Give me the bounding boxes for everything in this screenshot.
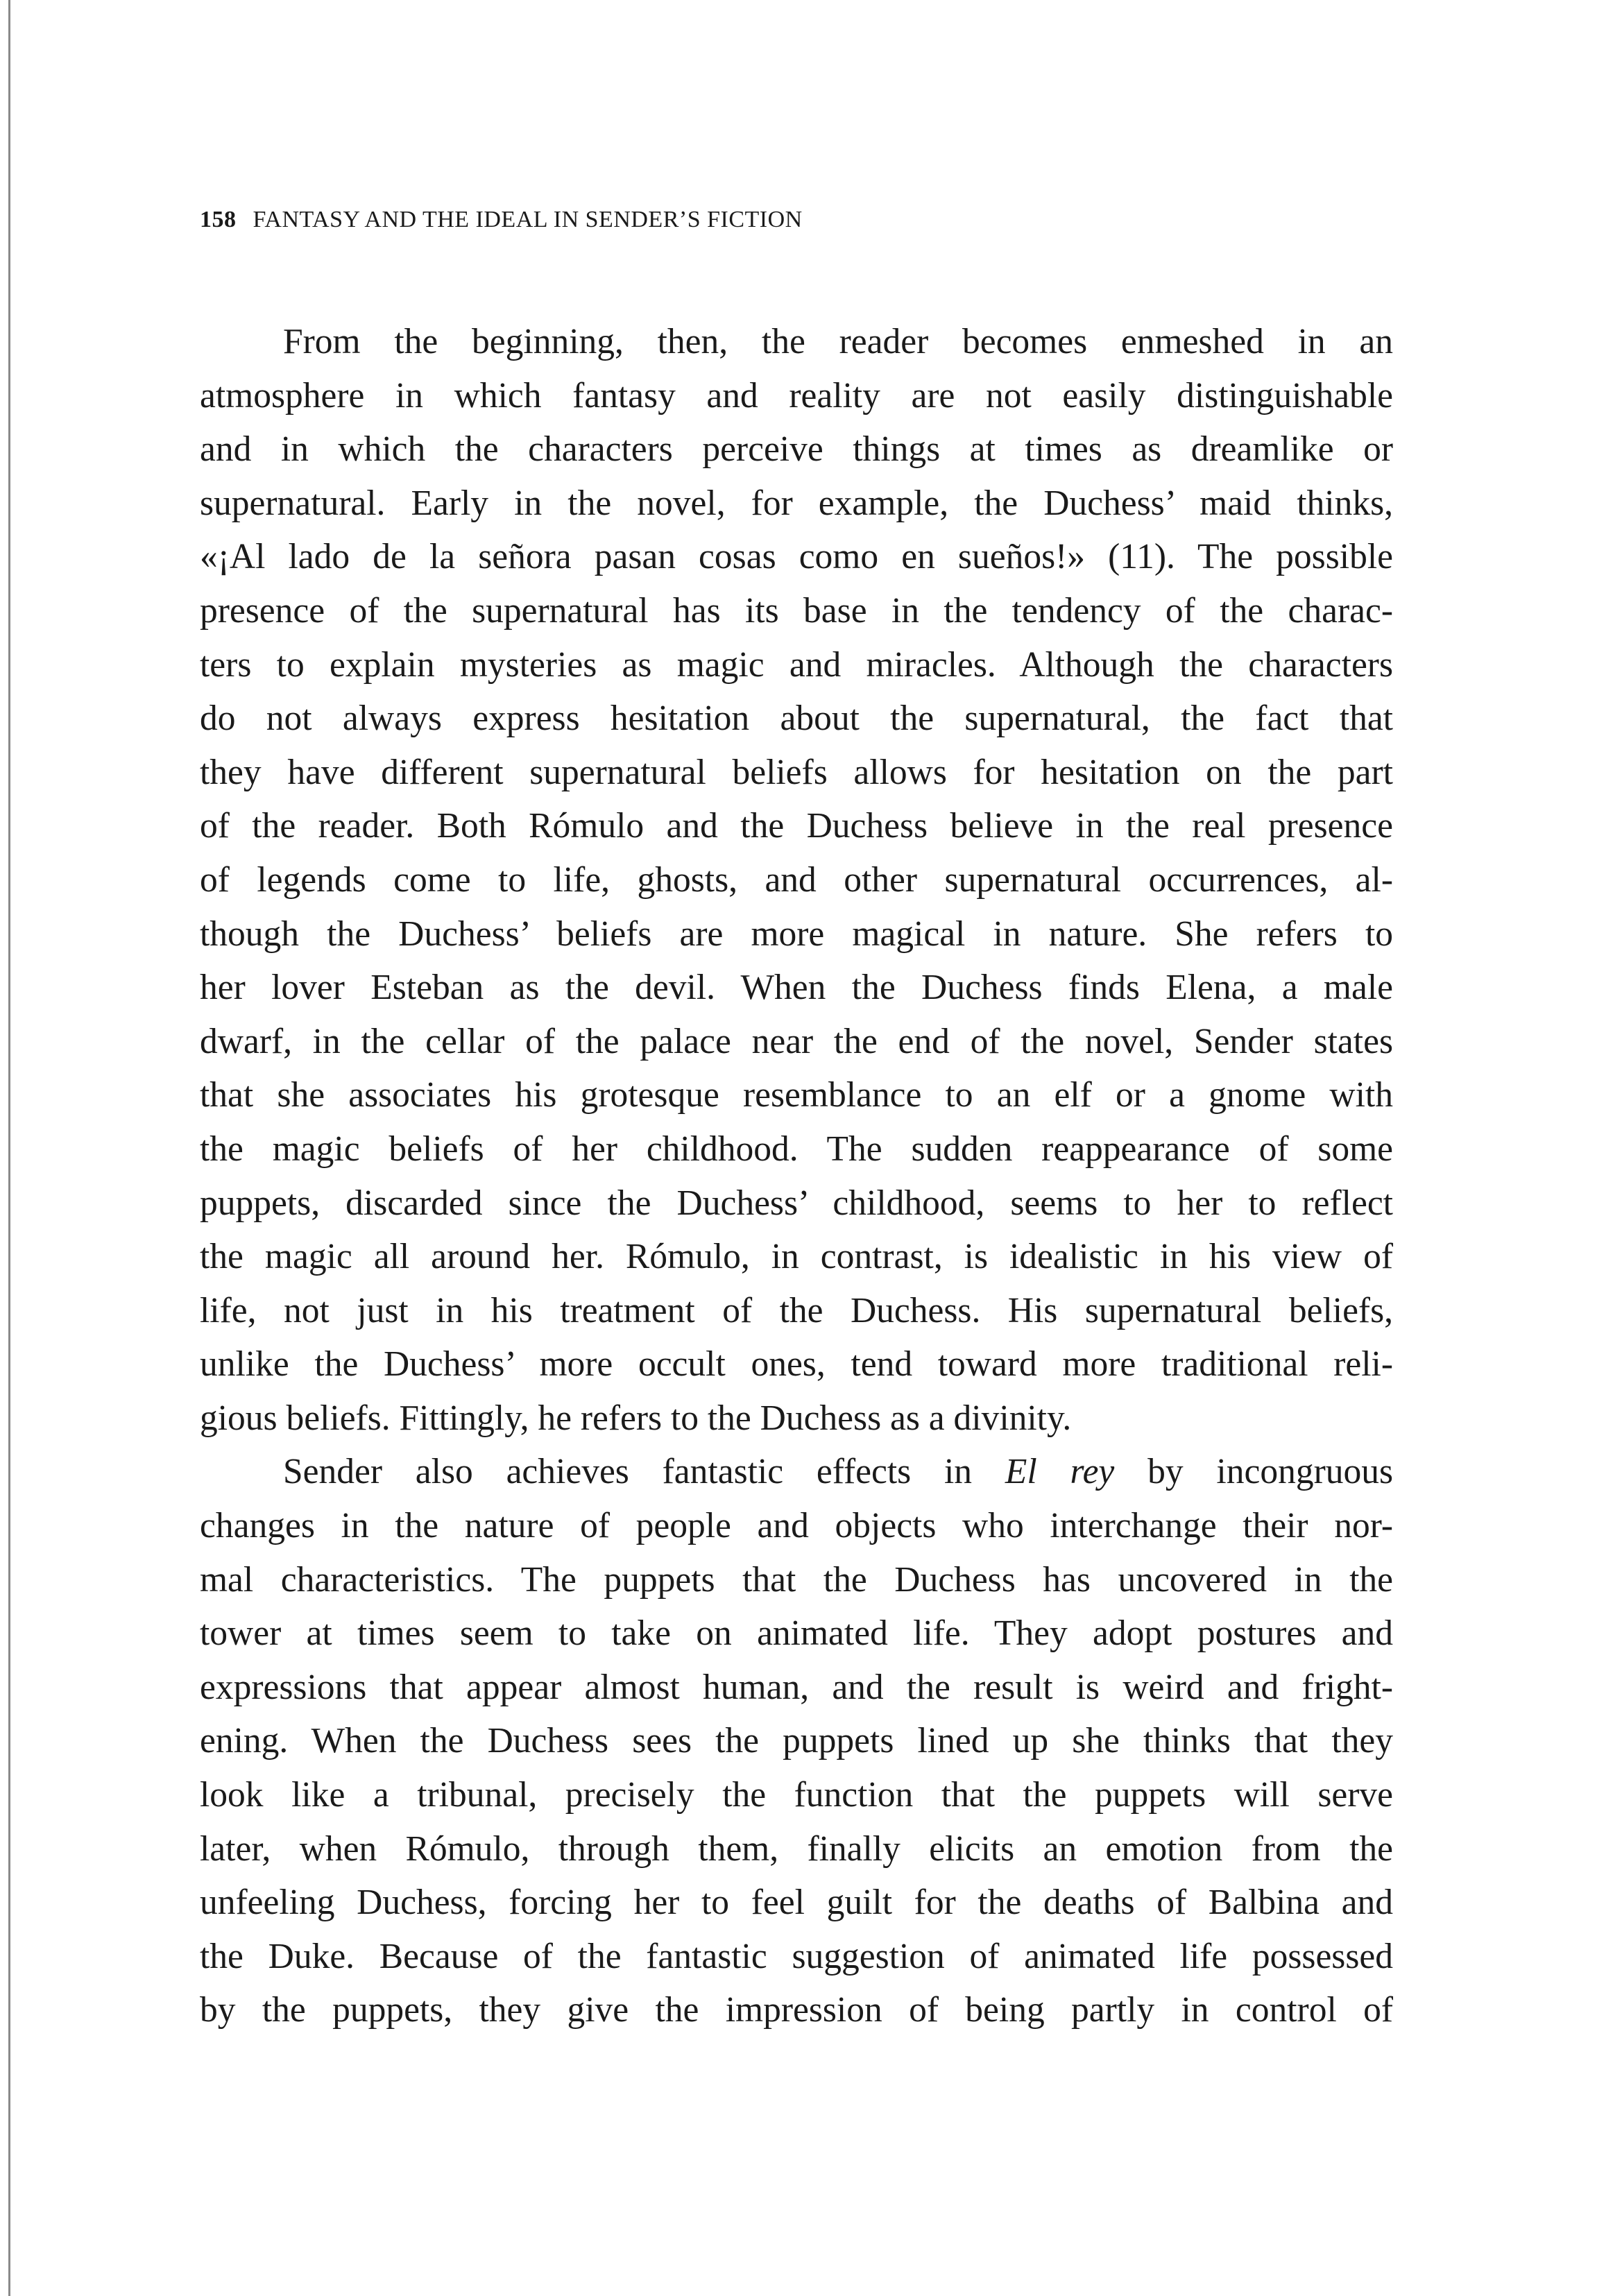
text-line: presence of the supernatural has its base in the tendency of the charac- (200, 590, 1393, 631)
text-line: later, when Rómulo, through them, finally elicits an emotion from the (200, 1828, 1393, 1869)
paragraph-2 (200, 1445, 1393, 2037)
text-line: unfeeling Duchess, forcing her to feel guilt for the deaths of Balbina and (200, 1883, 1393, 1923)
text-line (200, 1445, 1393, 1499)
text-line: her lover Esteban as the devil. When the Duchess finds Elena, a male (200, 968, 1393, 1008)
scan-edge-line (8, 0, 10, 2296)
text-line: do not always express hesitation about the supernatural, the fact that (200, 699, 1393, 739)
text-line: they have different supernatural beliefs allows for hesitation on the part (200, 752, 1393, 792)
text-line: and in which the characters perceive things at times as dreamlike or (200, 429, 1393, 470)
text-line: gious beliefs. Fittingly, he refers to the Duchess as a divinity. (200, 1398, 1072, 1438)
text-line: atmosphere in which fantasy and reality are not easily distinguishable (200, 375, 1393, 415)
text-line: unlike the Duchess’ more occult ones, tend toward more traditional reli- (200, 1344, 1393, 1385)
text-line: ening. When the Duchess sees the puppets lined up she thinks that they (200, 1721, 1393, 1761)
text-line: expressions that appear almost human, and the result is weird and fright- (200, 1667, 1393, 1707)
text-line: the magic beliefs of her childhood. The sudden reappearance of some (200, 1129, 1393, 1169)
paragraph-1 (200, 315, 1393, 1445)
text-line: From the beginning, then, the reader becomes enmeshed in an (283, 322, 1393, 361)
running-head-title: FANTASY AND THE IDEAL IN SENDER’S FICTION (253, 207, 803, 232)
running-head (200, 208, 1393, 232)
text-line: supernatural. Early in the novel, for example, the Duchess’ maid thinks, (200, 483, 1393, 523)
text-fragment: by incongruous (1147, 1452, 1394, 1492)
text-line: by the puppets, they give the impression of being partly in control of (200, 1990, 1393, 2030)
text-line: life, not just in his treatment of the Duchess. His supernatural beliefs, (200, 1290, 1393, 1330)
page-number: 158 (200, 207, 237, 232)
text-line: of legends come to life, ghosts, and other supernatural occurrences, al- (200, 859, 1393, 900)
text-line: puppets, discarded since the Duchess’ childhood, seems to her to reflect (200, 1183, 1393, 1223)
body-text (200, 315, 1393, 2037)
text-line: changes in the nature of people and objects who interchange their nor- (200, 1506, 1393, 1546)
text-line: mal characteristics. The puppets that the Duchess has uncovered in the (200, 1559, 1393, 1600)
text-line: tower at times seem to take on animated life. They adopt postures and (200, 1613, 1393, 1654)
text-line: of the reader. Both Rómulo and the Duchess believe in the real presence (200, 806, 1393, 846)
text-line: dwarf, in the cellar of the palace near the end of the novel, Sender states (200, 1021, 1393, 1061)
text-line: the Duke. Because of the fantastic suggestion of animated life possessed (200, 1936, 1393, 1976)
text-line: look like a tribunal, precisely the function that the puppets will serve (200, 1775, 1393, 1815)
text-line: the magic all around her. Rómulo, in contrast, is idealistic in his view of (200, 1237, 1393, 1277)
text-line: ters to explain mysteries as magic and miracles. Although the characters (200, 644, 1393, 685)
book-page (200, 208, 1393, 2037)
text-line: «¡Al lado de la señora pasan cosas como en sueños!» (11). The possible (200, 537, 1393, 577)
text-line: though the Duchess’ beliefs are more magical in nature. She refers to (200, 914, 1393, 954)
book-title-italic: El rey (1005, 1452, 1115, 1492)
text-line: that she associates his grotesque resemblance to an elf or a gnome with (200, 1075, 1393, 1115)
text-fragment: Sender also achieves fantastic effects in (283, 1452, 973, 1492)
